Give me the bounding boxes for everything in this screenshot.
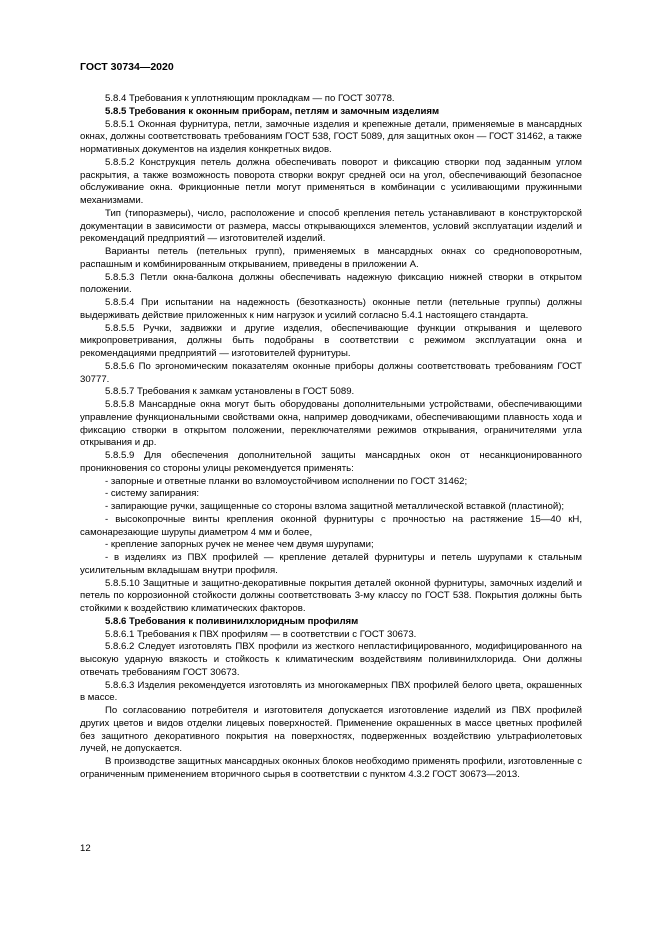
paragraph-hinge-variants: Варианты петель (петельных групп), применяемых в мансардных окнах со средноповоротным, распашным и комбинированным открыванием, приведены в приложении А.: [80, 246, 582, 270]
list-item: - в изделиях из ПВХ профилей — крепление деталей фурнитуры и петель шурупами к стальным усилительным вкладышам внутри профиля.: [80, 552, 582, 576]
section-heading-5-8-6: 5.8.6 Требования к поливинилхлоридным профилям: [105, 615, 359, 627]
paragraph-5-8-5-10: 5.8.5.10 Защитные и защитно-декоративные покрытия деталей оконной фурнитуры, замочных изделий и петель по коррозионной стойкости должны соответствовать 3-му классу по ГОСТ 538. Покрытия должны быть стойкими к воздействию климатических факторов.: [80, 577, 582, 614]
paragraph-5-8-6-1: 5.8.6.1 Требования к ПВХ профилям — в соответствии с ГОСТ 30673.: [105, 628, 417, 640]
paragraph-5-8-5-7: 5.8.5.7 Требования к замкам установлены в ГОСТ 5089.: [105, 386, 355, 398]
list-item: - высокопрочные винты крепления оконной фурнитуры с прочностью на растяжение 15—40 кН, самонарезающие шурупы диаметром 4 мм и более,: [80, 513, 582, 538]
paragraph-hinge-types: Тип (типоразмеры), число, расположение и способ крепления петель устанавливают в конструкторской документации в зависимости от размера, массы открывающихся элементов, условий эксплуатации изделий и рекомендаций предприятий — изготовителей изделий.: [80, 207, 582, 245]
document-body: [80, 93, 582, 782]
paragraph-colored-profiles: По согласованию потребителя и изготовителя допускается изготовление изделий из ПВХ профилей других цветов и видов отделки лицевых поверхностей. Применение окрашенных в массе цветных профилей без защитного декоративного покрытия на поверхностях, подверженных воздействию ультрафиолетовых лучей, не допускается.: [80, 705, 582, 755]
paragraph-protective-blocks: В производстве защитных мансардных оконных блоков необходимо применять профили, изготовленные с ограниченным применением вторичного сырья в соответствии с пунктом 4.3.2 ГОСТ 30673—2013.: [80, 756, 582, 780]
page-number: 12: [80, 843, 91, 854]
paragraph-5-8-5-1: 5.8.5.1 Оконная фурнитура, петли, замочные изделия и крепежные детали, применяемые в мансардных окнах, должны соответствовать требованиям ГОСТ 538, ГОСТ 5089, для защитных окон — ГОСТ 31462, а также нормативных документов на изделия конкретных видов.: [80, 118, 582, 155]
section-heading-5-8-5: 5.8.5 Требования к оконным приборам, петлям и замочным изделиям: [105, 105, 440, 117]
paragraph-5-8-5-9: 5.8.5.9 Для обеспечения дополнительной защиты мансардных окон от несанкционированного проникновения со стороны улицы рекомендуется применять:: [80, 450, 582, 474]
list-item: - запорные и ответные планки во взломоустойчивом исполнении по ГОСТ 31462;: [105, 475, 468, 487]
paragraph-5-8-6-3: 5.8.6.3 Изделия рекомендуется изготовлять из многокамерных ПВХ профилей белого цвета, окрашенных в массе.: [80, 679, 582, 704]
paragraph-5-8-5-3: 5.8.5.3 Петли окна-балкона должны обеспечивать надежную фиксацию нижней створки в открытом положении.: [80, 271, 582, 296]
paragraph-5-8-5-5: 5.8.5.5 Ручки, задвижки и другие изделия, обеспечивающие функции открывания и щелевого микропроветривания, должны быть подобраны в соответствии с режимом эксплуатации окна и рекомендациями предприятий — изготовителей фурнитуры.: [80, 322, 582, 359]
paragraph-5-8-6-2: 5.8.6.2 Следует изготовлять ПВХ профили из жесткого непластифицированного, модифицированного на высокую ударную вязкость и стойкость к климатическим воздействиям поливинилхлорида. Они должны отвечать требованиям ГОСТ 30673.: [80, 641, 582, 678]
list-item: - запирающие ручки, защищенные со стороны взлома защитной металлической вставкой (пластиной);: [105, 501, 565, 512]
paragraph-5-8-4: 5.8.4 Требования к уплотняющим прокладкам — по ГОСТ 30778.: [105, 93, 395, 104]
paragraph-5-8-5-8: 5.8.5.8 Мансардные окна могут быть оборудованы дополнительными устройствами, обеспечивающими управление функциональными свойствами окна, например доводчиками, обеспечивающими плавность хода и фиксацию створки в открытом положении, переключателями режимов открывания, ограничителями угла открывания и др.: [80, 399, 582, 449]
paragraph-5-8-5-6: 5.8.5.6 По эргономическим показателям оконные приборы должны соответствовать требованиям ГОСТ 30777.: [80, 360, 582, 385]
paragraph-5-8-5-4: 5.8.5.4 При испытании на надежность (безотказность) оконные петли (петельные группы) должны выдерживать действие приложенных к ним нагрузок и усилий согласно 5.4.1 настоящего стандарта.: [80, 297, 582, 321]
document-header: ГОСТ 30734—2020: [80, 61, 174, 73]
paragraph-5-8-5-2: 5.8.5.2 Конструкция петель должна обеспечивать поворот и фиксацию створки под заданным углом раскрытия, а также возможность поворота створки вокруг средней оси на угол, обеспечивающий безопасное обслуживание окна. Фрикционные петли могут применяться в комбинации с усиливающими пружинными механизмами.: [80, 156, 582, 206]
list-item: - крепление запорных ручек не менее чем двумя шурупами;: [105, 539, 374, 551]
list-item: - систему запирания:: [105, 488, 200, 500]
